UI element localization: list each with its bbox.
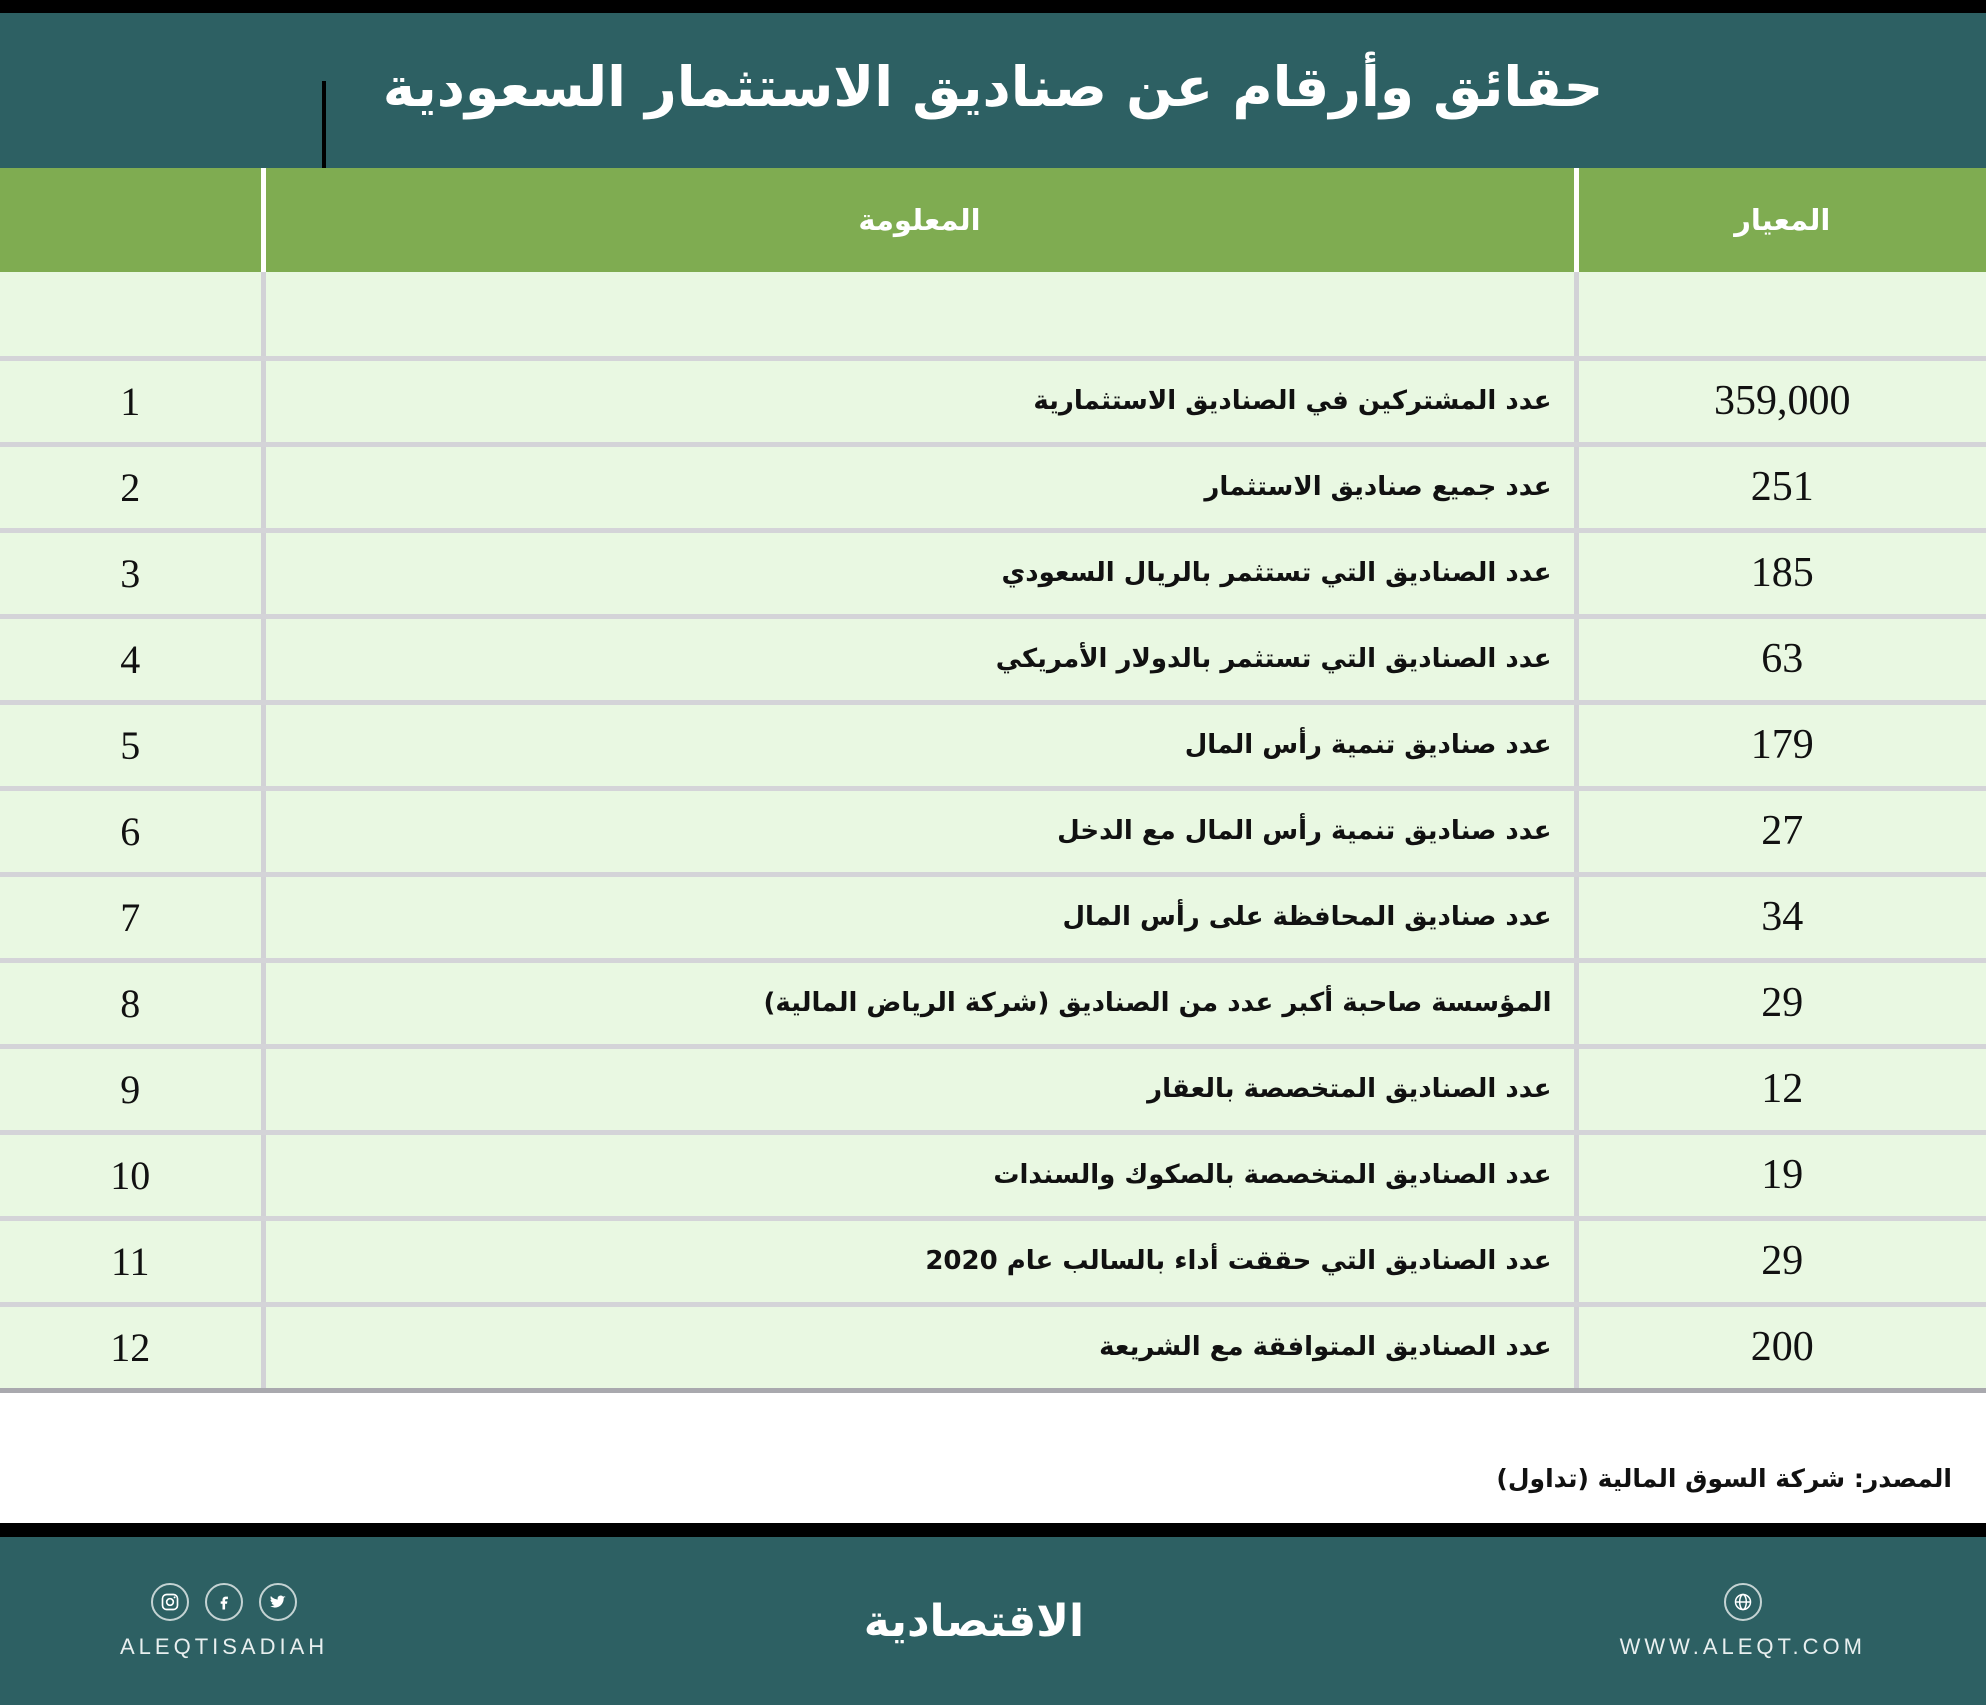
table-row: [0, 788, 1986, 874]
column-header-value: المعيار: [1576, 168, 1986, 272]
facts-table: [0, 168, 1986, 1393]
cell-info: المؤسسة صاحبة أكبر عدد من الصناديق (شركة الرياض المالية): [263, 960, 1576, 1046]
title-band: [0, 13, 1986, 168]
cell-value: 29: [1576, 960, 1986, 1046]
footer-website-block: [1620, 1583, 1866, 1660]
globe-icon[interactable]: [1724, 1583, 1762, 1621]
cell-info: عدد جميع صناديق الاستثمار: [263, 444, 1576, 530]
table-row: [0, 358, 1986, 444]
cell-value: 12: [1576, 1046, 1986, 1132]
cell-row-number: 3: [0, 530, 263, 616]
cell-row-number: 9: [0, 1046, 263, 1132]
cell-info: عدد الصناديق المتخصصة بالصكوك والسندات: [263, 1132, 1576, 1218]
table-header-row: [0, 168, 1986, 272]
cell-row-number: 2: [0, 444, 263, 530]
cell-value: 185: [1576, 530, 1986, 616]
facts-table-container: [0, 168, 1986, 1523]
cell-row-number: 8: [0, 960, 263, 1046]
cell-value: 179: [1576, 702, 1986, 788]
cell-info: عدد المشتركين في الصناديق الاستثمارية: [263, 358, 1576, 444]
cell-info: عدد الصناديق التي حققت أداء بالسالب عام 2020: [263, 1218, 1576, 1304]
cell-value: 251: [1576, 444, 1986, 530]
top-black-bar: [0, 0, 1986, 13]
text-cursor-caret: [322, 81, 326, 171]
page-title: حقائق وأرقام عن صناديق الاستثمار السعودية: [382, 55, 1604, 120]
table-spacer-row: [0, 272, 1986, 358]
cell-row-number: 7: [0, 874, 263, 960]
cell-row-number: 1: [0, 358, 263, 444]
social-links: [151, 1583, 297, 1621]
cell-info: عدد الصناديق التي تستثمر بالريال السعودي: [263, 530, 1576, 616]
table-row: [0, 616, 1986, 702]
table-row: [0, 874, 1986, 960]
table-row: [0, 1304, 1986, 1390]
footer-brand-latin: ALEQTISADIAH: [120, 1633, 329, 1659]
source-text: المصدر: شركة السوق المالية (تداول): [1496, 1463, 1952, 1493]
cell-value: 27: [1576, 788, 1986, 874]
facebook-icon[interactable]: [205, 1583, 243, 1621]
table-body: [0, 272, 1986, 1390]
table-row: [0, 444, 1986, 530]
footer-bar: [0, 1537, 1986, 1705]
cell-row-number: 4: [0, 616, 263, 702]
table-header: [0, 168, 1986, 272]
twitter-icon[interactable]: [259, 1583, 297, 1621]
table-row: [0, 1218, 1986, 1304]
table-row: [0, 960, 1986, 1046]
cell-info: عدد صناديق تنمية رأس المال مع الدخل: [263, 788, 1576, 874]
table-row: [0, 702, 1986, 788]
cell-info: عدد صناديق تنمية رأس المال: [263, 702, 1576, 788]
column-header-info: المعلومة: [263, 168, 1576, 272]
cell-row-number: 6: [0, 788, 263, 874]
table-row: [0, 1046, 1986, 1132]
footer-divider: [0, 1523, 1986, 1537]
cell-info: عدد الصناديق المتخصصة بالعقار: [263, 1046, 1576, 1132]
table-row: [0, 530, 1986, 616]
cell-value: 29: [1576, 1218, 1986, 1304]
aleqtisadiah-logo: الاقتصادية: [863, 1595, 1085, 1647]
cell-row-number: 12: [0, 1304, 263, 1390]
cell-row-number: 10: [0, 1132, 263, 1218]
source-line: [0, 1440, 1986, 1516]
footer-social-block: [120, 1583, 328, 1660]
cell-info: عدد صناديق المحافظة على رأس المال: [263, 874, 1576, 960]
cell-row-number: 11: [0, 1218, 263, 1304]
cell-row-number: 5: [0, 702, 263, 788]
column-header-number: [0, 168, 263, 272]
cell-value: 359,000: [1576, 358, 1986, 444]
cell-info: عدد الصناديق المتوافقة مع الشريعة: [263, 1304, 1576, 1390]
cell-value: 19: [1576, 1132, 1986, 1218]
cell-value: 63: [1576, 616, 1986, 702]
footer-website: WWW.ALEQT.COM: [1619, 1633, 1866, 1659]
table-row: [0, 1132, 1986, 1218]
cell-info: عدد الصناديق التي تستثمر بالدولار الأمريكي: [263, 616, 1576, 702]
cell-value: 200: [1576, 1304, 1986, 1390]
cell-value: 34: [1576, 874, 1986, 960]
instagram-icon[interactable]: [151, 1583, 189, 1621]
